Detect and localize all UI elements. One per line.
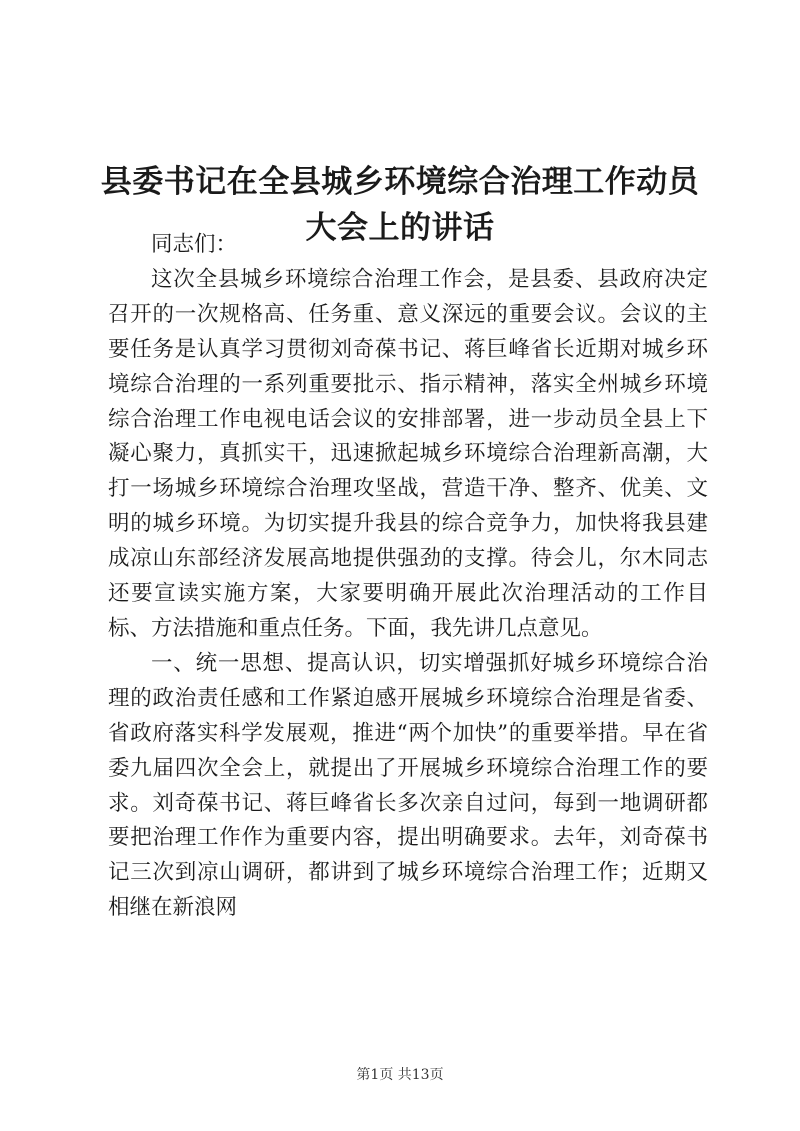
paragraph-1: 这次全县城乡环境综合治理工作会，是县委、县政府决定召开的一次规格高、任务重、意义深远的重要会议。会议的主要任务是认真学习贯彻刘奇葆书记、蒋巨峰省长近期对城乡环境综合治理的一系列重要批示、指示精神，落实全州城乡环境综合治理工作电视电话会议的安排部署，进一步动员全县上下凝心聚力，真抓实干，迅速掀起城乡环境综合治理新高潮，大打一场城乡环境综合治理攻坚战，营造干净、整齐、优美、文明的城乡环境。为切实提升我县的综合竞争力，加快将我县建成凉山东部经济发展高地提供强劲的支撑。待会儿，尔木同志还要宣读实施方案，大家要明确开展此次治理活动的工作目标、方法措施和重点任务。下面，我先讲几点意见。 xyxy=(108,266,708,641)
greeting: 同志们： xyxy=(151,232,238,257)
document-title: 县委书记在全县城乡环境综合治理工作动员大会上的讲话 xyxy=(100,163,700,246)
document-body xyxy=(108,228,708,926)
paragraph-2: 一、统一思想、提高认识，切实增强抓好城乡环境综合治理的政治责任感和工作紧迫感开展城乡环境综合治理是省委、省政府落实科学发展观，推进“两个加快”的重要举措。早在省委九届四次全会上，就提出了开展城乡环境综合治理工作的要求。刘奇葆书记、蒋巨峰省长多次亲自过问，每到一地调研都要把治理工作作为重要内容，提出明确要求。去年，刘奇葆书记三次到凉山调研，都讲到了城乡环境综合治理工作；近期又相继在新浪网 xyxy=(108,650,708,921)
page-footer: 第1页 共13页 xyxy=(356,1067,444,1083)
